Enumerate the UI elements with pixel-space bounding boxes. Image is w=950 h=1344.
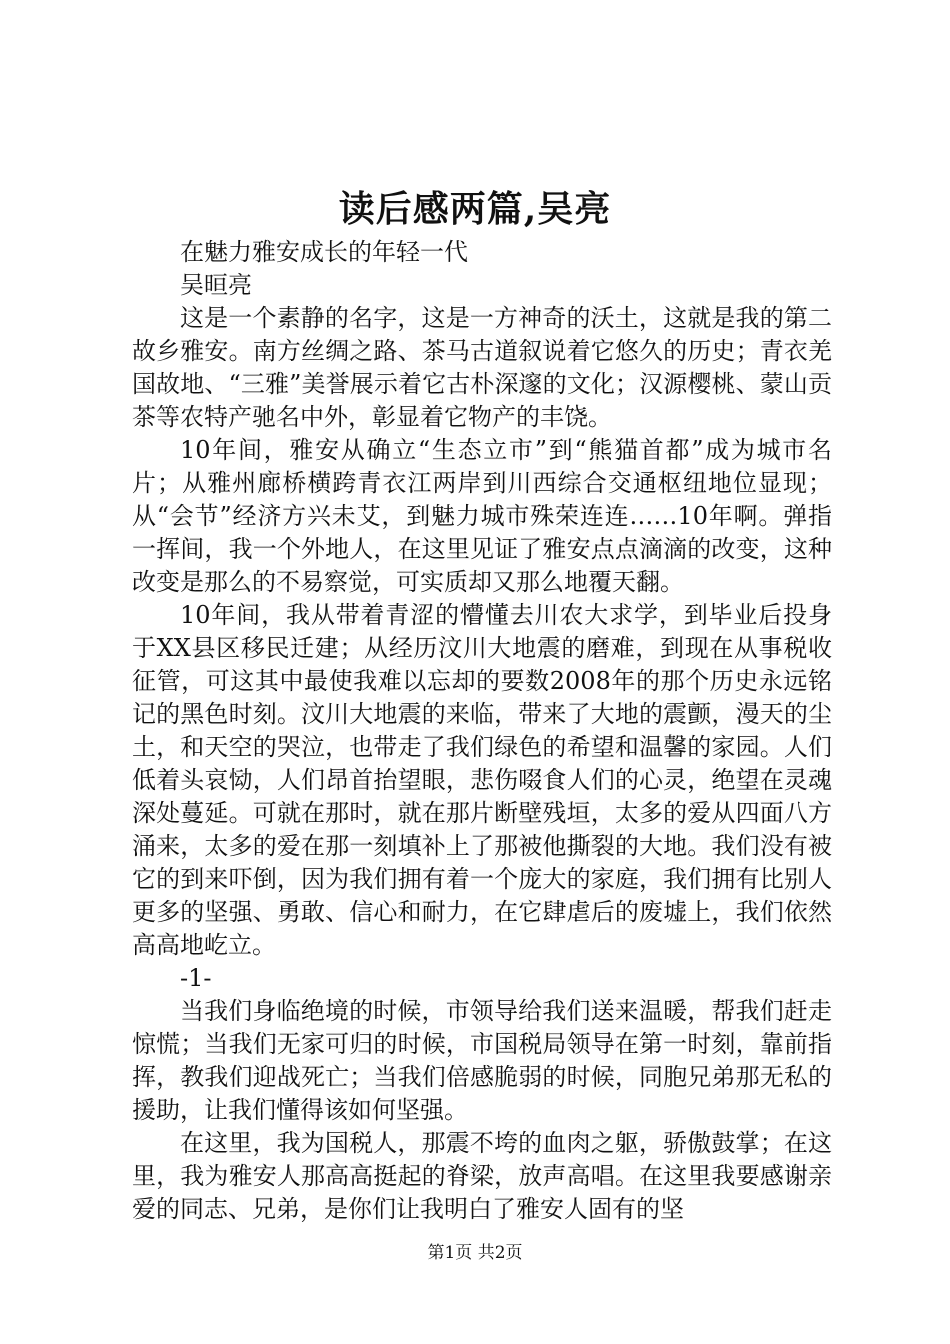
body-paragraph-1: 这是一个素静的名字，这是一方神奇的沃土，这就是我的第二故乡雅安。南方丝绸之路、茶马古道叙说着它悠久的历史；青衣羌国故地、“三雅”美誉展示着它古朴深邃的文化；汉源樱桃、蒙山贡茶等农特产驰名中外，彰显着它物产的丰饶。 xyxy=(132,304,832,431)
document-body xyxy=(132,236,832,1226)
body-paragraph-3: 10年间，我从带着青涩的懵懂去川农大求学，到毕业后投身于XX县区移民迁建；从经历汶川大地震的磨难，到现在从事税收征管，可这其中最使我难以忘却的要数2008年的那个历史永远铭记的黑色时刻。汶川大地震的来临，带来了大地的震颤，漫天的尘土，和天空的哭泣，也带走了我们绿色的希望和温馨的家园。人们低着头哀恸，人们昂首抬望眼，悲伤啜食人们的心灵，绝望在灵魂深处蔓延。可就在那时，就在那片断壁残垣，太多的爱从四面八方涌来，太多的爱在那一刻填补上了那被他撕裂的大地。我们没有被它的到来吓倒，因为我们拥有着一个庞大的家庭，我们拥有比别人更多的坚强、勇敢、信心和耐力，在它肆虐后的废墟上，我们依然高高地屹立。 xyxy=(132,601,832,959)
inline-page-marker: -1- xyxy=(180,964,212,992)
body-paragraph-4: 当我们身临绝境的时候，市领导给我们送来温暖，帮我们赶走惊慌；当我们无家可归的时候，市国税局领导在第一时刻，靠前指挥，教我们迎战死亡；当我们倍感脆弱的时候，同胞兄弟那无私的援助，让我们懂得该如何坚强。 xyxy=(132,997,832,1124)
document-title: 读后感两篇,吴亮 xyxy=(338,188,612,230)
page-footer: 第1页 共2页 xyxy=(427,1243,523,1263)
document-subtitle: 在魅力雅安成长的年轻一代 xyxy=(180,238,468,266)
document-author: 吴晅亮 xyxy=(180,271,252,299)
body-paragraph-2: 10年间，雅安从确立“生态立市”到“熊猫首都”成为城市名片；从雅州廊桥横跨青衣江两岸到川西综合交通枢纽地位显现；从“会节”经济方兴未艾，到魅力城市殊荣连连……10年啊。弹指一挥间，我一个外地人，在这里见证了雅安点点滴滴的改变，这种改变是那么的不易察觉，可实质却又那么地覆天翻。 xyxy=(132,436,832,596)
body-paragraph-5: 在这里，我为国税人，那震不垮的血肉之躯，骄傲鼓掌；在这里，我为雅安人那高高挺起的脊梁，放声高唱。在这里我要感谢亲爱的同志、兄弟，是你们让我明白了雅安人固有的坚 xyxy=(132,1129,832,1223)
